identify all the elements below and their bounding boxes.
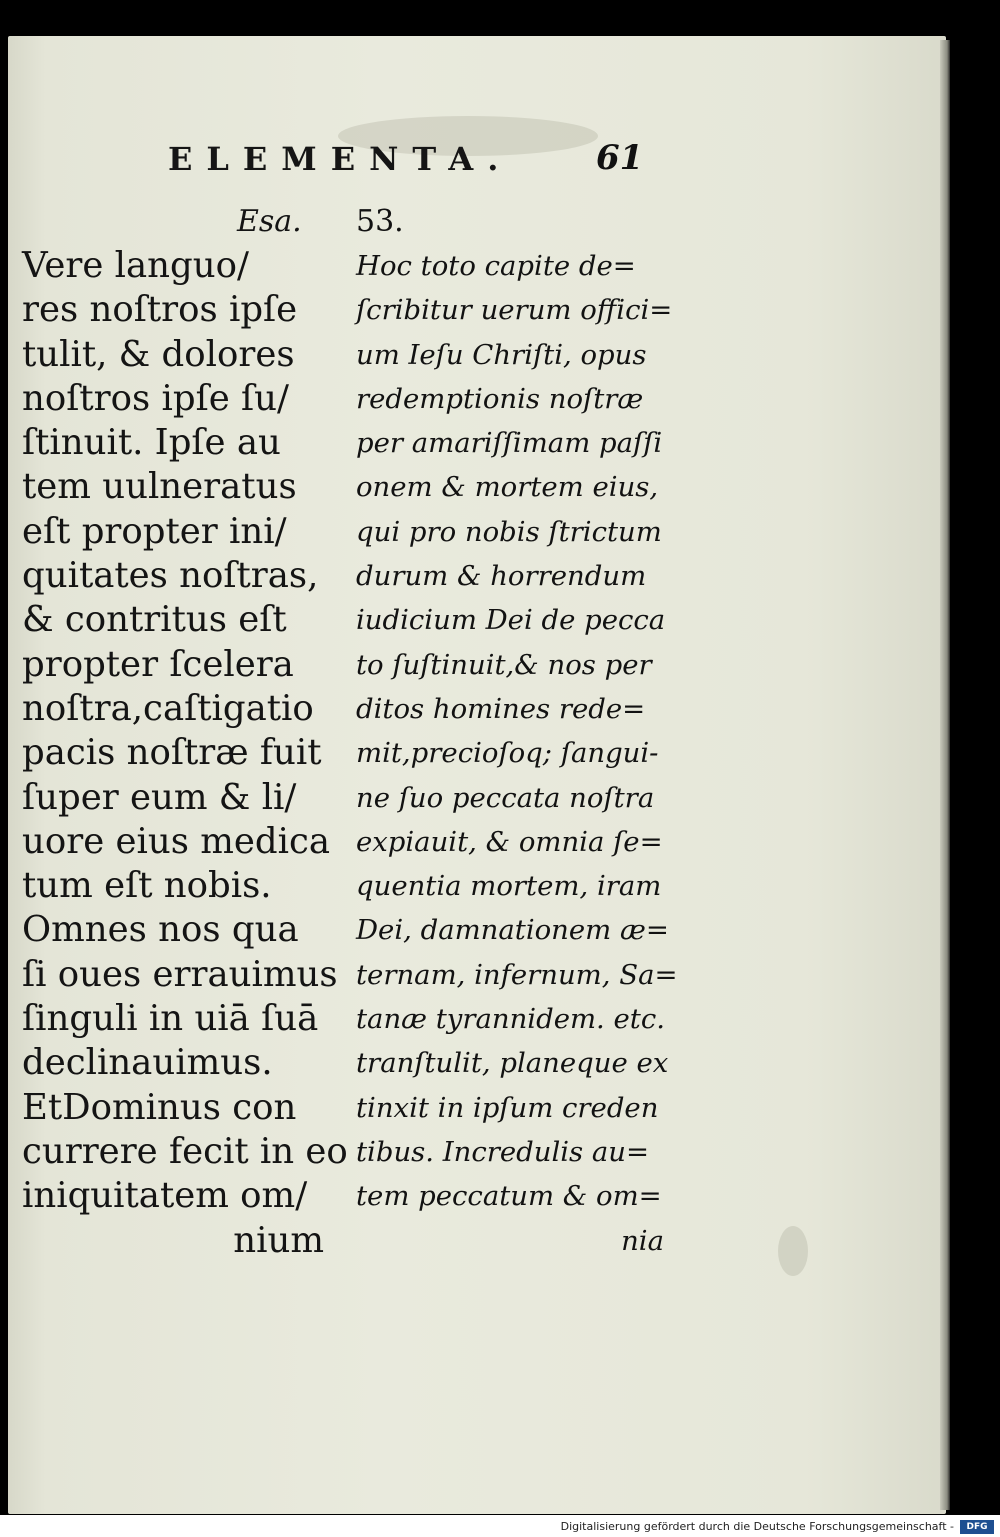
page-edge xyxy=(940,40,950,1510)
text-line: tinxit in ipſum creden xyxy=(356,1091,659,1124)
text-line: onem & mortem eius, xyxy=(356,471,659,504)
text-line: ditos homines rede= xyxy=(356,692,646,725)
funding-notice: Digitalisierung gefördert durch die Deutsche Forschungsgemeinschaft - xyxy=(560,1520,954,1533)
right-column-commentary xyxy=(356,200,676,1263)
text-line: pacis noſtræ fuit xyxy=(22,732,322,774)
text-line: iudicium Dei de pecca xyxy=(356,604,666,637)
right-column-reference: 53. xyxy=(356,204,404,239)
text-line: Vere languo/ xyxy=(22,245,249,286)
text-line: currere fecit in eo xyxy=(22,1130,348,1172)
text-line: redemptionis noſtræ xyxy=(356,382,644,415)
text-line: iniquitatem om/ xyxy=(22,1175,308,1217)
text-line: ne ſuo peccata noſtra xyxy=(356,781,655,814)
text-line: to ſuſtinuit,& nos per xyxy=(356,648,652,681)
text-line: EtDominus con xyxy=(22,1086,297,1128)
text-line: um Ieſu Chriſti, opus xyxy=(356,338,647,371)
running-head: ELEMENTA. xyxy=(168,140,513,178)
text-line: tem peccatum & om= xyxy=(356,1180,662,1213)
page-stain xyxy=(778,1226,808,1276)
text-line: & contritus eſt xyxy=(22,599,287,641)
text-line: Omnes nos qua xyxy=(22,909,299,951)
text-line: ſinguli in uiā ſuā xyxy=(22,998,319,1040)
text-line: tranſtulit, planeque ex xyxy=(356,1047,669,1080)
text-line: ſcribitur uerum offici= xyxy=(356,294,673,327)
text-line: Dei, damnationem æ= xyxy=(356,914,669,947)
digitization-footer xyxy=(0,1515,1000,1537)
text-line: res noſtros ipſe xyxy=(22,289,298,331)
text-line: propter ſcelera xyxy=(22,643,294,685)
text-line: uore eius medica xyxy=(22,820,331,862)
text-line: noſtros ipſe ſu/ xyxy=(22,377,289,419)
page-number: 61 xyxy=(596,138,644,178)
text-line: qui pro nobis ſtrictum xyxy=(356,515,662,548)
right-catchword: nia xyxy=(621,1224,664,1257)
left-catchword: nium xyxy=(233,1219,324,1261)
text-line: mit,precioſoq; ſangui- xyxy=(356,737,659,770)
text-line: tum eſt nobis. xyxy=(22,865,272,907)
text-line: ſi oues errauimus xyxy=(22,953,338,995)
text-line: noſtra,caſtigatio xyxy=(22,687,314,729)
text-line: expiauit, & omnia ſe= xyxy=(356,825,663,858)
text-line: ſtinuit. Ipſe au xyxy=(22,422,281,464)
text-line: quentia mortem, iram xyxy=(356,870,662,903)
text-line: durum & horrendum xyxy=(356,560,647,593)
left-column-reference: Esa. xyxy=(237,204,302,239)
text-line: ternam, infernum, Sa= xyxy=(356,958,678,991)
text-line: quitates noſtras, xyxy=(22,555,319,597)
text-line: Hoc toto capite de= xyxy=(356,250,636,282)
text-line: declinauimus. xyxy=(22,1042,273,1084)
text-line: tanæ tyrannidem. etc. xyxy=(356,1003,665,1036)
dfg-logo: DFG xyxy=(960,1520,994,1534)
text-line: tem uulneratus xyxy=(22,466,297,508)
text-line: ſuper eum & li/ xyxy=(22,776,297,818)
text-line: per amariſſimam paſſi xyxy=(356,427,663,460)
left-column xyxy=(22,200,348,1263)
text-line: tibus. Incredulis au= xyxy=(356,1135,650,1168)
text-line: tulit, & dolores xyxy=(22,333,295,375)
text-line: eſt propter ini/ xyxy=(22,510,287,552)
